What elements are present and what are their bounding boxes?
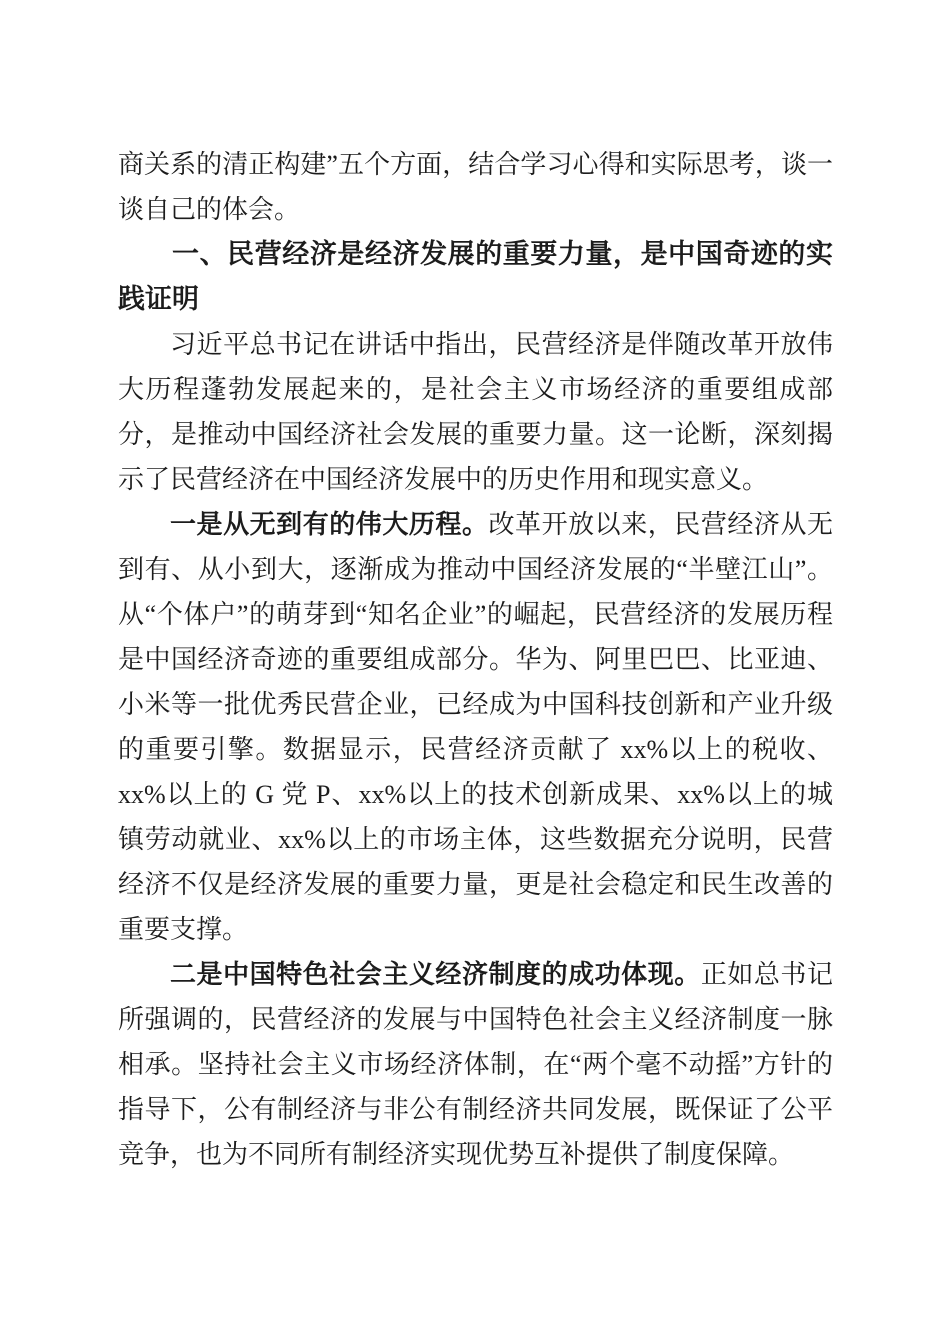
paragraph-point-2-text: 正如总书记所强调的，民营经济的发展与中国特色社会主义经济制度一脉相承。坚持社会主义市场经济体制，在“两个毫不动摇”方针的指导下，公有制经济与非公有制经济共同发展，既保证了公平竞争，也为不同所有制经济实现优势互补提供了制度保障。 [118,960,833,1169]
paragraph-point-1-text: 改革开放以来，民营经济从无到有、从小到大，逐渐成为推动中国经济发展的“半壁江山”。从“个体户”的萌芽到“知名企业”的崛起，民营经济的发展历程是中国经济奇迹的重要组成部分。华为、阿里巴巴、比亚迪、小米等一批优秀民营企业，已经成为中国科技创新和产业升级的重要引擎。数据显示，民营经济贡献了 xx%以上的税收、xx%以上的 G 党 P、xx%以上的技术创新成果、xx%以上的城镇劳动就业、xx%以上的市场主体，这些数据充分说明，民营经济不仅是经济发展的重要力量，更是社会稳定和民生改善的重要支撑。 [118,510,833,944]
paragraph-point-2-lead: 二是中国特色社会主义经济制度的成功体现。 [170,960,701,989]
section-heading-1: 一、民营经济是经济发展的重要力量，是中国奇迹的实践证明 [118,239,833,314]
paragraph-point-1 [118,502,833,952]
paragraph-intro-continuation: 商关系的清正构建”五个方面，结合学习心得和实际思考，谈一谈自己的体会。 [118,150,833,224]
paragraph-thesis: 习近平总书记在讲话中指出，民营经济是伴随改革开放伟大历程蓬勃发展起来的，是社会主义市场经济的重要组成部分，是推动中国经济社会发展的重要力量。这一论断，深刻揭示了民营经济在中国经济发展中的历史作用和现实意义。 [118,330,833,494]
paragraph-point-1-lead: 一是从无到有的伟大历程。 [170,510,489,539]
paragraph-point-2 [118,952,833,1177]
